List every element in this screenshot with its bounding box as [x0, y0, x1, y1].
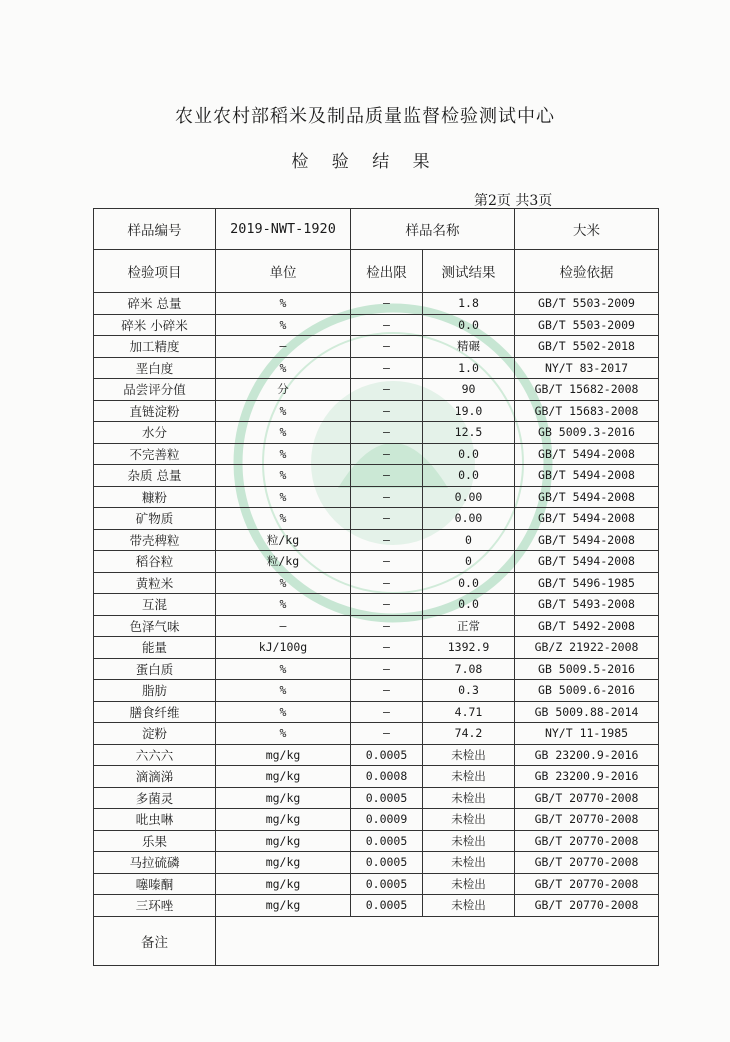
item-cell: 不完善粒: [94, 443, 216, 465]
table-row: [94, 615, 659, 637]
basis-cell: GB/T 5494-2008: [515, 486, 659, 508]
table-row: [94, 744, 659, 766]
table-row: [94, 400, 659, 422]
limit-cell: 0.0005: [351, 873, 423, 895]
unit-cell: mg/kg: [216, 766, 351, 788]
basis-cell: GB/T 5493-2008: [515, 594, 659, 616]
table-row: [94, 895, 659, 917]
item-cell: 膳食纤维: [94, 701, 216, 723]
result-cell: 1.8: [423, 293, 515, 315]
unit-cell: 粒/kg: [216, 551, 351, 573]
column-header-row: [94, 250, 659, 293]
limit-cell: —: [351, 723, 423, 745]
item-cell: 马拉硫磷: [94, 852, 216, 874]
limit-cell: —: [351, 680, 423, 702]
basis-cell: GB/T 20770-2008: [515, 809, 659, 831]
result-cell: 0.00: [423, 508, 515, 530]
basis-cell: GB 5009.3-2016: [515, 422, 659, 444]
limit-cell: —: [351, 357, 423, 379]
item-cell: 六六六: [94, 744, 216, 766]
item-cell: 稻谷粒: [94, 551, 216, 573]
table-row: [94, 809, 659, 831]
sample-name-value: 大米: [515, 209, 659, 250]
basis-cell: GB 5009.5-2016: [515, 658, 659, 680]
basis-cell: GB 5009.88-2014: [515, 701, 659, 723]
result-cell: 0.0: [423, 465, 515, 487]
unit-cell: %: [216, 680, 351, 702]
limit-cell: —: [351, 336, 423, 358]
table-row: [94, 701, 659, 723]
basis-cell: GB/T 5494-2008: [515, 529, 659, 551]
col-header-limit: 检出限: [351, 250, 423, 293]
table-row: [94, 766, 659, 788]
item-cell: 脂肪: [94, 680, 216, 702]
limit-cell: —: [351, 594, 423, 616]
result-cell: 未检出: [423, 852, 515, 874]
basis-cell: GB 23200.9-2016: [515, 744, 659, 766]
unit-cell: mg/kg: [216, 787, 351, 809]
table-row: [94, 787, 659, 809]
unit-cell: %: [216, 422, 351, 444]
basis-cell: GB/T 5503-2009: [515, 293, 659, 315]
result-cell: 0.3: [423, 680, 515, 702]
result-cell: 未检出: [423, 830, 515, 852]
basis-cell: GB/T 5496-1985: [515, 572, 659, 594]
item-cell: 加工精度: [94, 336, 216, 358]
unit-cell: mg/kg: [216, 744, 351, 766]
item-cell: 能量: [94, 637, 216, 659]
sample-id-value: 2019-NWT-1920: [216, 209, 351, 250]
basis-cell: GB/T 20770-2008: [515, 852, 659, 874]
limit-cell: 0.0008: [351, 766, 423, 788]
unit-cell: kJ/100g: [216, 637, 351, 659]
unit-cell: 粒/kg: [216, 529, 351, 551]
remarks-value: [216, 916, 659, 965]
result-cell: 未检出: [423, 809, 515, 831]
result-cell: 精碾: [423, 336, 515, 358]
table-row: [94, 314, 659, 336]
col-header-result: 测试结果: [423, 250, 515, 293]
basis-cell: GB/T 20770-2008: [515, 873, 659, 895]
unit-cell: %: [216, 357, 351, 379]
item-cell: 碎米 小碎米: [94, 314, 216, 336]
item-cell: 黄粒米: [94, 572, 216, 594]
unit-cell: %: [216, 486, 351, 508]
limit-cell: —: [351, 293, 423, 315]
limit-cell: —: [351, 572, 423, 594]
result-cell: 90: [423, 379, 515, 401]
result-cell: 0.0: [423, 572, 515, 594]
item-cell: 互混: [94, 594, 216, 616]
table-row: [94, 830, 659, 852]
basis-cell: GB 5009.6-2016: [515, 680, 659, 702]
unit-cell: mg/kg: [216, 852, 351, 874]
result-cell: 12.5: [423, 422, 515, 444]
table-row: [94, 422, 659, 444]
item-cell: 色泽气味: [94, 615, 216, 637]
limit-cell: 0.0005: [351, 852, 423, 874]
unit-cell: %: [216, 723, 351, 745]
limit-cell: —: [351, 486, 423, 508]
sample-info-row: [94, 209, 659, 250]
table-row: [94, 336, 659, 358]
table-row: [94, 529, 659, 551]
unit-cell: %: [216, 594, 351, 616]
item-cell: 品尝评分值: [94, 379, 216, 401]
table-row: [94, 594, 659, 616]
result-cell: 未检出: [423, 787, 515, 809]
limit-cell: —: [351, 443, 423, 465]
result-cell: 0: [423, 551, 515, 573]
basis-cell: NY/T 83-2017: [515, 357, 659, 379]
result-cell: 7.08: [423, 658, 515, 680]
limit-cell: —: [351, 637, 423, 659]
result-cell: 未检出: [423, 744, 515, 766]
table-row: [94, 379, 659, 401]
limit-cell: —: [351, 615, 423, 637]
item-cell: 乐果: [94, 830, 216, 852]
result-cell: 1.0: [423, 357, 515, 379]
table-row: [94, 637, 659, 659]
basis-cell: GB/T 5494-2008: [515, 508, 659, 530]
item-cell: 垩白度: [94, 357, 216, 379]
item-cell: 淀粉: [94, 723, 216, 745]
unit-cell: %: [216, 443, 351, 465]
item-cell: 糠粉: [94, 486, 216, 508]
page-number: 第2页 共3页: [474, 193, 553, 209]
unit-cell: —: [216, 336, 351, 358]
table-row: [94, 508, 659, 530]
item-cell: 碎米 总量: [94, 293, 216, 315]
unit-cell: %: [216, 508, 351, 530]
basis-cell: NY/T 11-1985: [515, 723, 659, 745]
table-row: [94, 551, 659, 573]
limit-cell: 0.0009: [351, 809, 423, 831]
table-row: [94, 443, 659, 465]
table-row: [94, 572, 659, 594]
unit-cell: %: [216, 293, 351, 315]
basis-cell: GB/T 5494-2008: [515, 443, 659, 465]
result-cell: 4.71: [423, 701, 515, 723]
basis-cell: GB/T 5494-2008: [515, 465, 659, 487]
sample-id-label: 样品编号: [94, 209, 216, 250]
result-cell: 74.2: [423, 723, 515, 745]
item-cell: 直链淀粉: [94, 400, 216, 422]
unit-cell: %: [216, 400, 351, 422]
basis-cell: GB 23200.9-2016: [515, 766, 659, 788]
unit-cell: 分: [216, 379, 351, 401]
limit-cell: 0.0005: [351, 895, 423, 917]
item-cell: 矿物质: [94, 508, 216, 530]
limit-cell: —: [351, 551, 423, 573]
remarks-row: [94, 916, 659, 965]
limit-cell: 0.0005: [351, 787, 423, 809]
unit-cell: %: [216, 314, 351, 336]
result-cell: 0.0: [423, 594, 515, 616]
table-row: [94, 852, 659, 874]
item-cell: 滴滴涕: [94, 766, 216, 788]
limit-cell: —: [351, 465, 423, 487]
unit-cell: mg/kg: [216, 895, 351, 917]
result-cell: 未检出: [423, 766, 515, 788]
basis-cell: GB/T 5492-2008: [515, 615, 659, 637]
item-cell: 噻嗪酮: [94, 873, 216, 895]
unit-cell: mg/kg: [216, 873, 351, 895]
limit-cell: —: [351, 400, 423, 422]
basis-cell: GB/T 20770-2008: [515, 787, 659, 809]
result-cell: 未检出: [423, 873, 515, 895]
result-cell: 0.0: [423, 443, 515, 465]
basis-cell: GB/T 5503-2009: [515, 314, 659, 336]
result-cell: 0.00: [423, 486, 515, 508]
basis-cell: GB/T 20770-2008: [515, 830, 659, 852]
result-cell: 0.0: [423, 314, 515, 336]
limit-cell: —: [351, 314, 423, 336]
item-cell: 三环唑: [94, 895, 216, 917]
limit-cell: —: [351, 658, 423, 680]
result-cell: 19.0: [423, 400, 515, 422]
basis-cell: GB/T 15683-2008: [515, 400, 659, 422]
unit-cell: %: [216, 701, 351, 723]
item-cell: 带壳稗粒: [94, 529, 216, 551]
table-row: [94, 658, 659, 680]
basis-cell: GB/T 15682-2008: [515, 379, 659, 401]
limit-cell: —: [351, 422, 423, 444]
basis-cell: GB/Z 21922-2008: [515, 637, 659, 659]
item-cell: 蛋白质: [94, 658, 216, 680]
limit-cell: —: [351, 508, 423, 530]
sample-name-label: 样品名称: [351, 209, 515, 250]
item-cell: 水分: [94, 422, 216, 444]
table-row: [94, 680, 659, 702]
limit-cell: 0.0005: [351, 744, 423, 766]
item-cell: 杂质 总量: [94, 465, 216, 487]
limit-cell: 0.0005: [351, 830, 423, 852]
unit-cell: mg/kg: [216, 830, 351, 852]
table-row: [94, 486, 659, 508]
result-cell: 1392.9: [423, 637, 515, 659]
result-cell: 未检出: [423, 895, 515, 917]
table-row: [94, 465, 659, 487]
document-title: 检 验 结 果: [291, 152, 439, 172]
limit-cell: —: [351, 701, 423, 723]
result-cell: 正常: [423, 615, 515, 637]
item-cell: 多菌灵: [94, 787, 216, 809]
col-header-basis: 检验依据: [515, 250, 659, 293]
remarks-label: 备注: [94, 916, 216, 965]
table-row: [94, 723, 659, 745]
unit-cell: %: [216, 658, 351, 680]
result-cell: 0: [423, 529, 515, 551]
basis-cell: GB/T 20770-2008: [515, 895, 659, 917]
results-table: [93, 208, 659, 966]
organization-name: 农业农村部稻米及制品质量监督检验测试中心: [175, 106, 555, 127]
table-row: [94, 293, 659, 315]
unit-cell: %: [216, 465, 351, 487]
basis-cell: GB/T 5494-2008: [515, 551, 659, 573]
col-header-unit: 单位: [216, 250, 351, 293]
item-cell: 吡虫啉: [94, 809, 216, 831]
unit-cell: —: [216, 615, 351, 637]
basis-cell: GB/T 5502-2018: [515, 336, 659, 358]
table-row: [94, 873, 659, 895]
col-header-item: 检验项目: [94, 250, 216, 293]
table-row: [94, 357, 659, 379]
unit-cell: %: [216, 572, 351, 594]
limit-cell: —: [351, 379, 423, 401]
unit-cell: mg/kg: [216, 809, 351, 831]
limit-cell: —: [351, 529, 423, 551]
